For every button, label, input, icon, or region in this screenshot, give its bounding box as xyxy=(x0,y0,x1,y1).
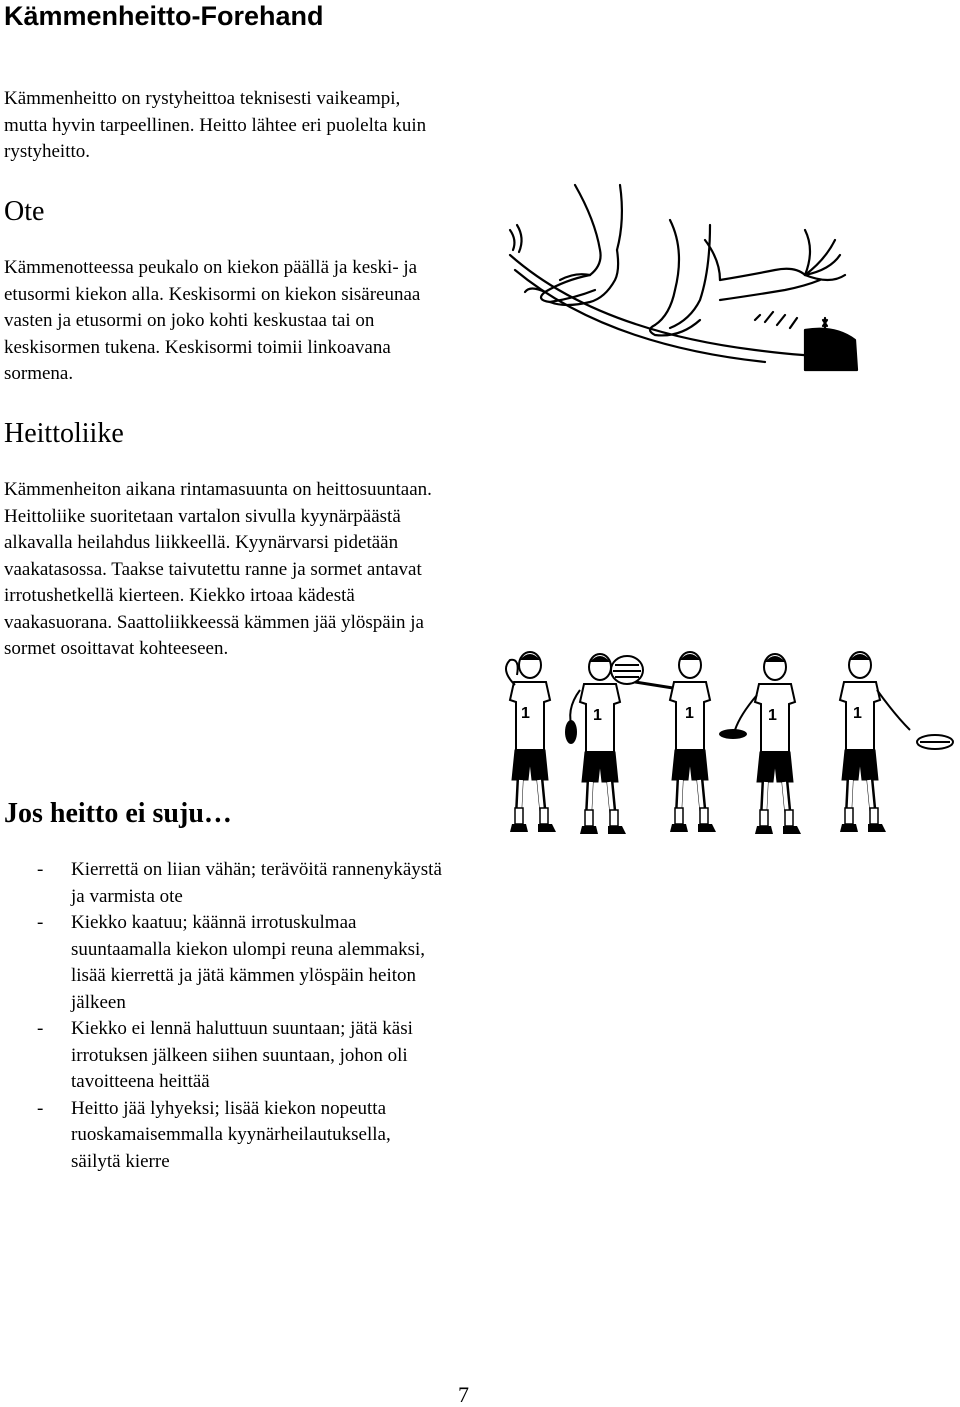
page-number: 7 xyxy=(458,1382,469,1407)
intro-text: Kämmenheitto on rystyheittoa teknisesti vaikeampi, mutta hyvin tarpeellinen. Heitto lähtee eri puolelta kuin rystyheitto. xyxy=(4,88,427,162)
section-ote-paragraph xyxy=(4,255,434,388)
section-heittoliike-paragraph xyxy=(4,477,434,663)
jersey-number: 1 xyxy=(593,707,602,724)
list-item xyxy=(4,857,444,910)
troubleshooting-list xyxy=(4,857,444,1175)
list-item-text: Kiekko ei lennä haluttuun suuntaan; jätä käsi irrotuksen jälkeen siihen suuntaan, johon oli tavoitteena heittää xyxy=(71,1018,413,1092)
list-marker: - xyxy=(37,912,44,933)
section-heading-heittoliike: Heittoliike xyxy=(4,418,124,449)
jersey-number: 1 xyxy=(768,707,777,724)
list-item xyxy=(4,1096,444,1176)
list-item-text: Kierrettä on liian vähän; terävöitä rannenykäystä ja varmista ote xyxy=(71,859,442,907)
section-heittoliike-text: Kämmenheiton aikana rintamasuunta on heittosuuntaan. Heittoliike suoritetaan vartalon sivulla kyynärpäästä alkavalla heilahdus liikkeellä. Kyynärvarsi pidetään vaakatasossa. Taakse taivutettu ranne ja sormet antavat irrotushetkellä kierteen. Kiekko irtoaa kädestä vaakasuorana. Saattoliikkeessä kämmen jää ylöspäin ja sormet osoittavat kohteeseen. xyxy=(4,479,432,659)
page-title: Kämmenheitto-Forehand xyxy=(4,1,324,31)
jersey-number: 1 xyxy=(685,705,694,722)
list-marker: - xyxy=(37,859,44,880)
section-heading-troubleshooting: Jos heitto ei suju… xyxy=(4,798,232,829)
list-item-text: Heitto jää lyhyeksi; lisää kiekon nopeutta ruoskamaisemmalla kyynärheilautuksella, säilytä kierre xyxy=(71,1097,391,1172)
list-marker: - xyxy=(37,1097,44,1119)
jersey-number: 1 xyxy=(521,705,530,722)
intro-paragraph xyxy=(4,86,434,166)
section-ote-text: Kämmenotteessa peukalo on kiekon päällä ja keski- ja etusormi kiekon alla. Keskisormi on kiekon sisäreunaa vasten ja etusormi on joko kohti keskustaa tai on keskisormen tukena. Keskisormi toimii linkoavana sormena. xyxy=(4,257,421,384)
list-marker: - xyxy=(37,1018,44,1039)
section-heading-ote: Ote xyxy=(4,196,45,227)
list-item xyxy=(4,910,444,1016)
list-item-text: Kiekko kaatuu; käännä irrotuskulmaa suuntaamalla kiekon ulompi reuna alemmaksi, lisää kierrettä ja jätä kämmen ylöspäin heiton jälkeen xyxy=(71,912,426,1013)
throw-sequence-icon xyxy=(495,630,957,840)
list-item xyxy=(4,1016,444,1096)
hand-grip-icon xyxy=(505,180,860,380)
jersey-number: 1 xyxy=(853,705,862,722)
